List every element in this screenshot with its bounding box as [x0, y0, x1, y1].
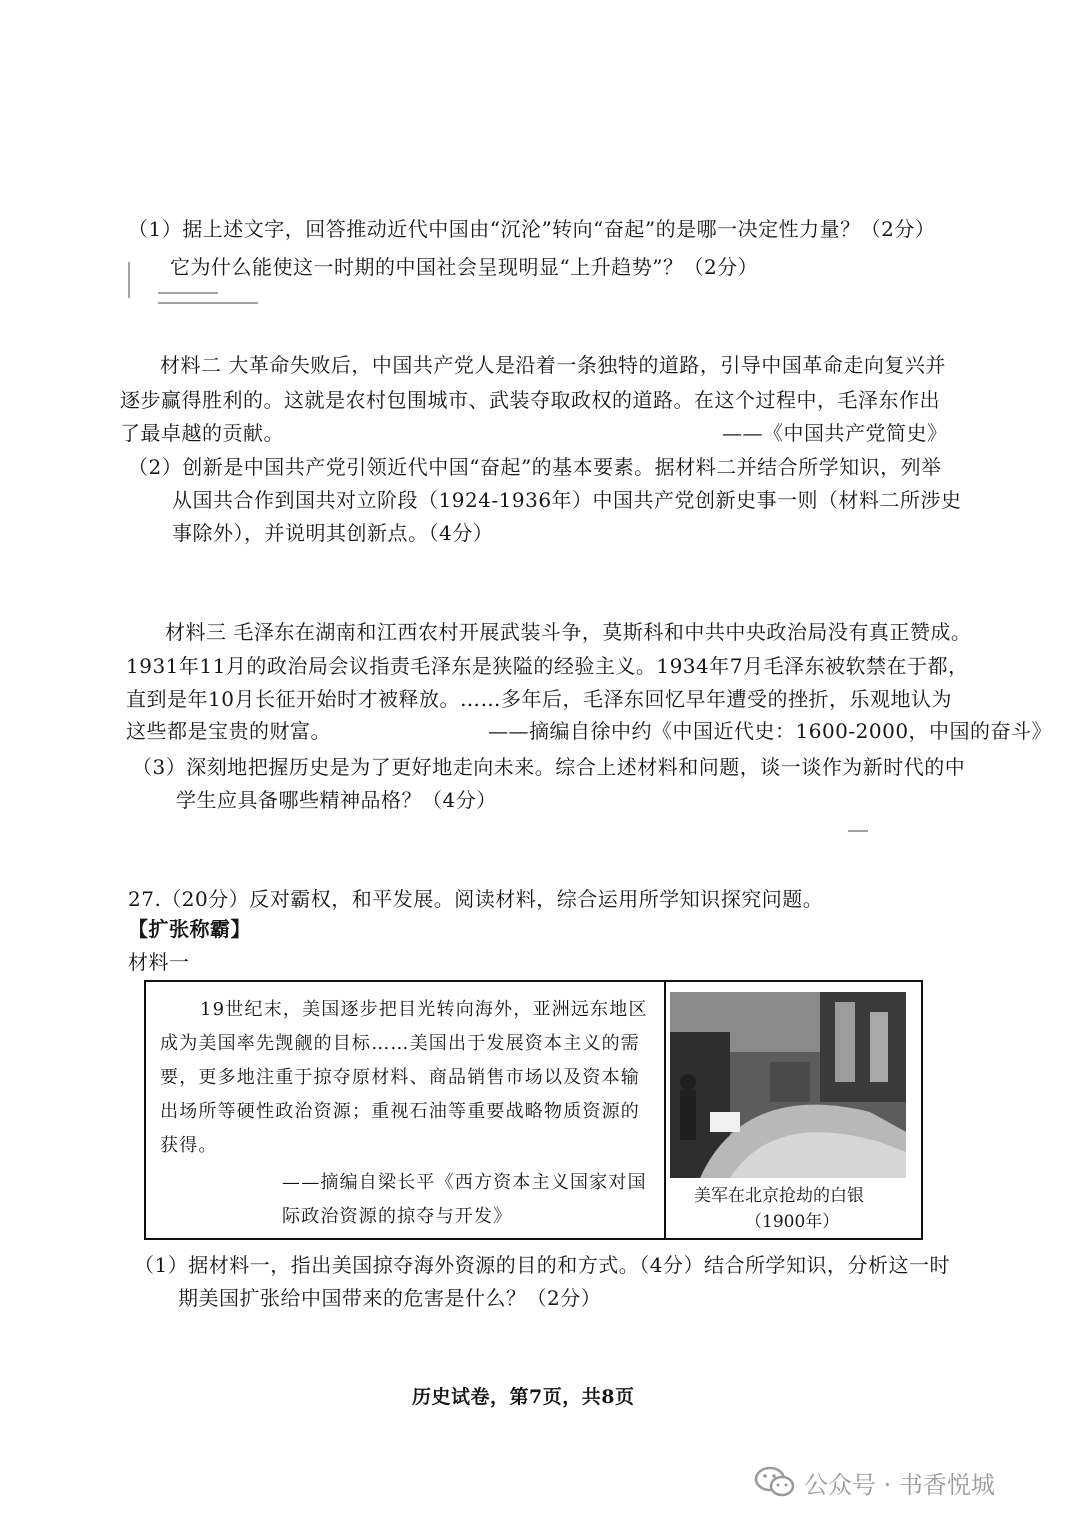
material-3-source: ——摘编自徐中约《中国近代史：1600-2000，中国的奋斗》 [488, 719, 1053, 743]
question-3-line-1: （3）深刻地把握历史是为了更好地走向未来。综合上述材料和问题，谈一谈作为新时代的中 [132, 755, 966, 779]
question-27-1-line-2: 期美国扩张给中国带来的危害是什么？（2分） [178, 1286, 602, 1310]
page-footer: 历史试卷，第7页，共8页 [412, 1386, 635, 1408]
question-2-line-1: （2）创新是中国共产党引领近代中国“奋起”的基本要素。据材料二并结合所学知识，列举 [128, 455, 942, 479]
material-1-text-line: 要，更多地注重于掠夺原材料、商品销售市场以及资本输 [160, 1067, 640, 1088]
material-1-text-line: 出场所等硬性政治资源；重视石油等重要战略物质资源的 [160, 1101, 640, 1122]
wechat-icon [754, 1465, 796, 1499]
question-1-line-1: （1）据上述文字，回答推动近代中国由“沉沦”转向“奋起”的是哪一决定性力量？（2分） [128, 217, 936, 241]
scan-mark [128, 262, 130, 298]
historical-photo [670, 992, 906, 1178]
watermark [754, 1462, 995, 1502]
material-2-source: ——《中国共产党简史》 [722, 421, 948, 445]
question-3-line-2: 学生应具备哪些精神品格？（4分） [176, 788, 497, 812]
material-1-label: 材料一 [128, 950, 190, 974]
question-2-line-3: 事除外），并说明其创新点。（4分） [172, 521, 494, 545]
material-3-line-1: 材料三 毛泽东在湖南和江西农村开展武装斗争，莫斯科和中共中央政治局没有真正赞成。 [165, 620, 972, 644]
material-1-text-line: 成为美国率先觊觎的目标……美国出于发展资本主义的需 [160, 1033, 640, 1054]
question-1-line-2: 它为什么能使这一时期的中国社会呈现明显“上升趋势”？（2分） [170, 255, 759, 279]
material-3-line-2: 1931年11月的政治局会议指责毛泽东是狭隘的经验主义。1934年7月毛泽东被软禁在于都， [126, 654, 969, 678]
scan-mark [158, 302, 258, 304]
material-2-line-2: 逐步赢得胜利的。这就是农村包围城市、武装夺取政权的道路。在这个过程中，毛泽东作出 [120, 388, 940, 412]
material-1-text-line: 19世纪末，美国逐步把目光转向海外，亚洲远东地区 [200, 999, 648, 1020]
material-2-line-3: 了最卓越的贡献。 [120, 421, 284, 445]
material-3-line-4: 这些都是宝贵的财富。 [126, 719, 331, 743]
material-1-source-line-1: ——摘编自梁长平《西方资本主义国家对国 [282, 1172, 647, 1193]
question-27-1-line-1: （1）据材料一，指出美国掠夺海外资源的目的和方式。（4分）结合所学知识，分析这一时 [134, 1253, 950, 1277]
photo-caption: 美军在北京抢劫的白银 [694, 1186, 864, 1206]
watermark-text: 公众号 · 书香悦城 [804, 1470, 995, 1499]
material-1-source-line-2: 际政治资源的掠夺与开发》 [282, 1206, 513, 1227]
photo-illustration [670, 992, 906, 1178]
material-1-text-line: 获得。 [160, 1135, 218, 1156]
section-title: 【扩张称霸】 [128, 917, 251, 941]
question-27-header: 27.（20分）反对霸权，和平发展。阅读材料，综合运用所学知识探究问题。 [128, 887, 824, 911]
scan-mark [158, 292, 218, 294]
material-2-line-1: 材料二 大革命失败后，中国共产党人是沿着一条独特的道路，引导中国革命走向复兴并 [160, 353, 946, 377]
photo-caption-year: （1900年） [745, 1212, 840, 1232]
scan-mark [848, 830, 868, 832]
material-3-line-3: 直到是年10月长征开始时才被释放。……多年后，毛泽东回忆早年遭受的挫折，乐观地认为 [126, 687, 952, 711]
question-2-line-2: 从国共合作到国共对立阶段（1924-1936年）中国共产党创新史事一则（材料二所涉史 [172, 488, 962, 512]
